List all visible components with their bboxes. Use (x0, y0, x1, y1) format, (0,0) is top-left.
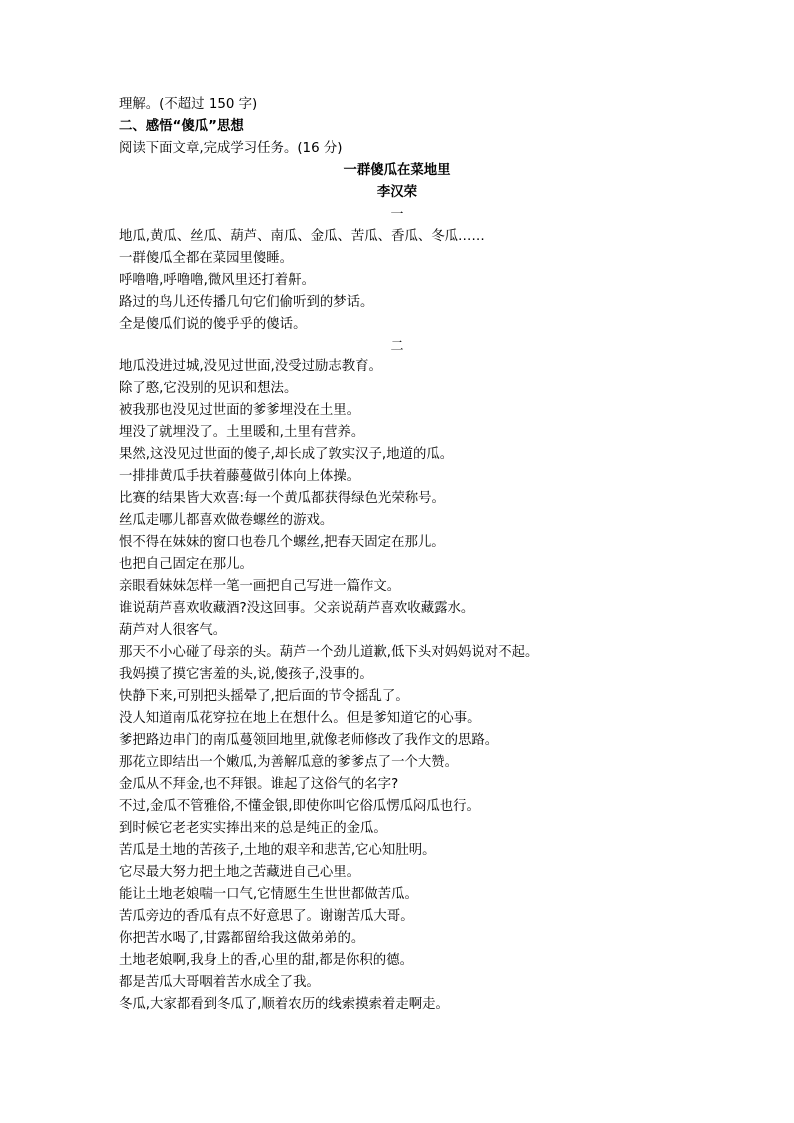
poem-author (0, 183, 794, 203)
poem-line: 它尽最大努力把土地之苦藏进自己心里。 (119, 865, 361, 880)
part-number-1: 一 (390, 207, 404, 222)
poem-line: 土地老娘啊,我身上的香,心里的甜,都是你积的德。 (119, 953, 413, 968)
poem-line: 我妈摸了摸它害羞的头,说,傻孩子,没事的。 (119, 667, 373, 682)
poem-line: 果然,这没见过世面的傻子,却长成了敦实汉子,地道的瓜。 (119, 447, 454, 462)
poem-line: 那花立即结出一个嫩瓜,为善解瓜意的爹爹点了一个大赞。 (119, 755, 459, 770)
poem-line: 也把自己固定在那儿。 (119, 557, 253, 572)
poem-line: 埋没了就埋没了。土里暖和,土里有营养。 (119, 425, 365, 440)
poem-line: 谁说葫芦喜欢收藏酒?没这回事。父亲说葫芦喜欢收藏露水。 (119, 601, 475, 616)
poem-line: 呼噜噜,呼噜噜,微风里还打着鼾。 (119, 273, 315, 288)
poem-line: 不过,金瓜不管雅俗,不懂金银,即使你叫它俗瓜愣瓜闷瓜也行。 (119, 799, 480, 814)
poem-line: 苦瓜旁边的香瓜有点不好意思了。谢谢苦瓜大哥。 (119, 909, 414, 924)
poem-line: 地瓜没进过城,没见过世面,没受过励志教育。 (119, 359, 382, 374)
poem-line: 冬瓜,大家都看到冬瓜了,顺着农历的线索摸索着走啊走。 (119, 997, 449, 1012)
intro-line: 理解。(不超过 150 字) (119, 97, 258, 112)
poem-line: 你把苦水喝了,甘露都留给我这做弟弟的。 (119, 931, 365, 946)
poem-line: 能让土地老娘喘一口气,它情愿生生世世都做苦瓜。 (119, 887, 418, 902)
poem-line: 丝瓜走哪儿都喜欢做卷螺丝的游戏。 (119, 513, 334, 528)
poem-line: 快静下来,可别把头摇晕了,把后面的节令摇乱了。 (119, 689, 409, 704)
section-heading: 二、感悟“傻瓜”思想 (119, 119, 244, 134)
poem-line: 比赛的结果皆大欢喜:每一个黄瓜都获得绿色光荣称号。 (119, 491, 445, 506)
poem-author-text: 李汉荣 (376, 185, 418, 200)
poem-line: 全是傻瓜们说的傻乎乎的傻话。 (119, 317, 307, 332)
poem-line: 路过的鸟儿还传播几句它们偷听到的梦话。 (119, 295, 374, 310)
poem-line: 苦瓜是土地的苦孩子,土地的艰辛和悲苦,它心知肚明。 (119, 843, 436, 858)
poem-line: 被我那也没见过世面的爹爹埋没在土里。 (119, 403, 361, 418)
poem-line: 葫芦对人很客气。 (119, 623, 227, 638)
poem-line: 爹把路边串门的南瓜蔓领回地里,就像老师修改了我作文的思路。 (119, 733, 499, 748)
poem-title-text: 一群傻瓜在菜地里 (343, 163, 451, 178)
poem-title (0, 161, 794, 181)
poem-line: 没人知道南瓜花穿拉在地上在想什么。但是爹知道它的心事。 (119, 711, 481, 726)
poem-line: 一群傻瓜全都在菜园里傻睡。 (119, 251, 294, 266)
poem-line: 金瓜从不拜金,也不拜银。谁起了这俗气的名字? (119, 777, 399, 792)
poem-line: 都是苦瓜大哥咽着苦水成全了我。 (119, 975, 320, 990)
poem-line: 地瓜,黄瓜、丝瓜、葫芦、南瓜、金瓜、苦瓜、香瓜、冬瓜…… (119, 229, 485, 244)
poem-line: 一排排黄瓜手扶着藤蔓做引体向上体操。 (119, 469, 361, 484)
poem-line: 除了憨,它没别的见识和想法。 (119, 381, 298, 396)
poem-line: 到时候它老老实实捧出来的总是纯正的金瓜。 (119, 821, 387, 836)
poem-line: 恨不得在妹妹的窗口也卷几个螺丝,把春天固定在那儿。 (119, 535, 445, 550)
poem-line: 那天不小心碰了母亲的头。葫芦一个劲儿道歉,低下头对妈妈说对不起。 (119, 645, 539, 660)
part-number-2: 二 (390, 339, 404, 354)
poem-line: 亲眼看妹妹怎样一笔一画把自己写进一篇作文。 (119, 579, 401, 594)
task-instruction: 阅读下面文章,完成学习任务。(16 分) (119, 141, 343, 156)
